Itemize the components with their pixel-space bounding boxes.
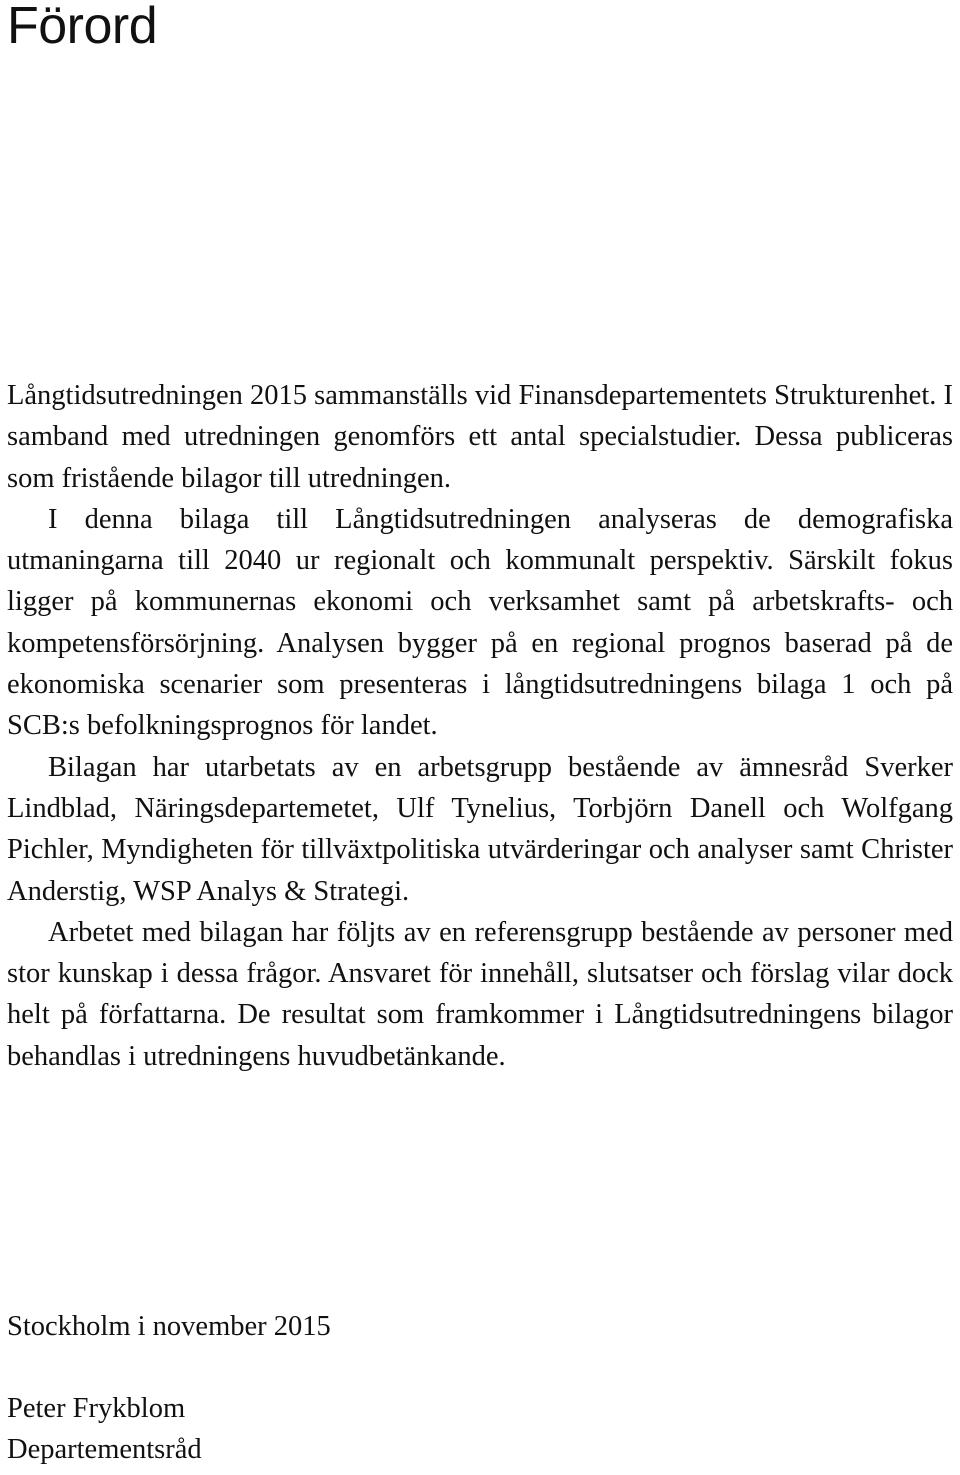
paragraph-reference-group: Arbetet med bilagan har följts av en referensgrupp bestående av personer med stor kunskap i dessa frågor. Ansvaret för innehåll, slutsatser och förslag vilar dock helt på författarna. De resultat som framkommer i Långtidsutredningens bilagor behandlas i utredningens huvudbetänkande. <box>7 916 953 1072</box>
foreword-body <box>7 375 953 1077</box>
paragraph-analysis: I denna bilaga till Långtidsutredningen analyseras de demografiska utmaningarna till 2040 ur regionalt och kommunalt perspektiv. Särskilt fokus ligger på kommunernas ekonomi och verksamhet samt på arbetskrafts- och kompetensförsörjning. Analysen bygger på en regional prognos baserad på de ekonomiska scenarier som presenteras i långtidsutredningens bilaga 1 och på SCB:s befolkningsprognos för landet. <box>7 503 953 742</box>
page-title: Förord <box>7 0 158 55</box>
place-date: Stockholm i november 2015 <box>7 1311 331 1342</box>
paragraph-intro: Långtidsutredningen 2015 sammanställs vid Finansdepartementets Strukturenhet. I samband med utredningen genomförs ett antal specialstudier. Dessa publiceras som fristående bilagor till utredningen. <box>7 380 953 494</box>
signer-name: Peter Frykblom <box>7 1393 186 1424</box>
paragraph-authors: Bilagan har utarbetats av en arbetsgrupp bestående av ämnesråd Sverker Lindblad, Näringsdepartemetet, Ulf Tynelius, Torbjörn Danell och Wolfgang Pichler, Myndigheten för tillväxtpolitiska utvärderingar och analyser samt Christer Anderstig, WSP Analys & Strategi. <box>7 751 953 907</box>
signer-title: Departementsråd <box>7 1434 202 1465</box>
